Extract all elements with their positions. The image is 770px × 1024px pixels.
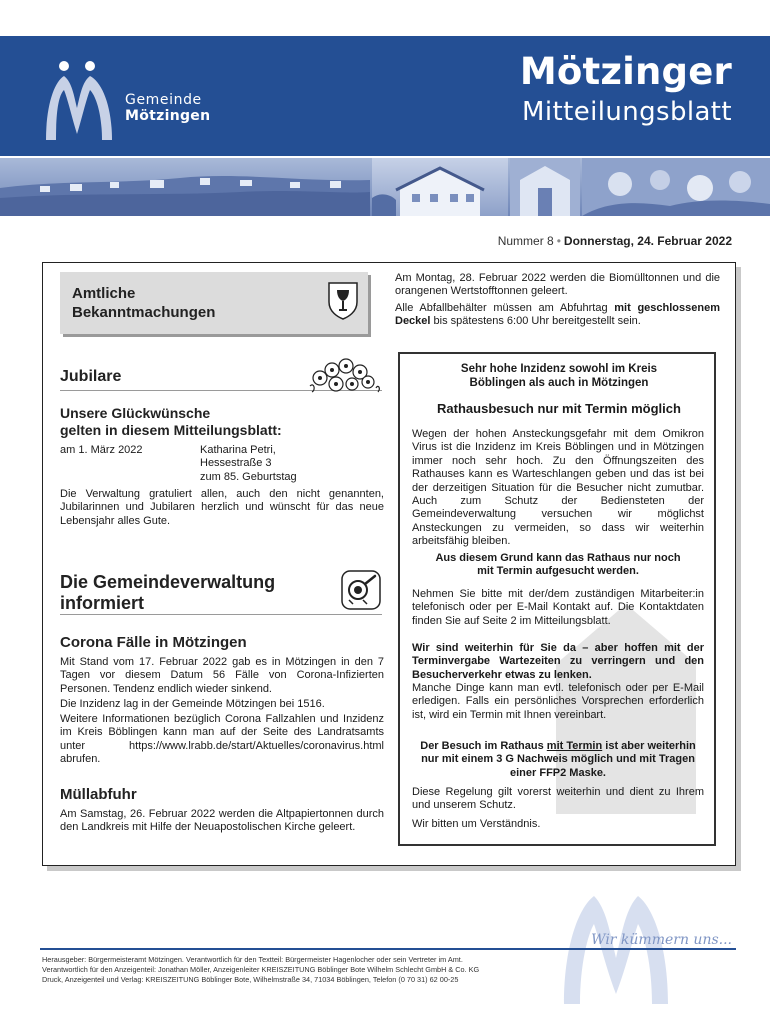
amtliche-bekanntmachungen-box (60, 272, 368, 334)
gemeinde-logo-icon (40, 56, 118, 142)
masthead-title (520, 50, 732, 130)
abfall-text-bold: mit geschlossenem Deckel (395, 302, 720, 328)
imprint (42, 955, 732, 985)
title-moetzinger: Mötzinger (519, 50, 732, 93)
title-mitteilungsblatt: Mitteilungsblatt (522, 97, 732, 127)
masthead (0, 36, 770, 156)
abfall-text-end: bis spätestens 6:00 Uhr bereitgestellt sein. (430, 315, 641, 328)
jubilare-text: Die Verwaltung gratuliert allen, auch den nicht genannten, Jubilarinnen und Jubilaren herzlich und wünscht für das neue Lebensjahr alles Gute. (60, 488, 384, 527)
notice-paragraph-1: Wegen der hohen Ansteckungsgefahr mit dem Omikron Virus ist die Inzidenz im Kreis Böblingen und in Mötzingen immer noch sehr hoch. Zu den Öffnungszeiten des Rathauses kann es Warteschlangen geben und das ist bei der derzeitigen Situation für die Besucher nicht zumutbar. Auch zum Schutz der Bediensteten der Gemeindeverwaltung versuchen wir möglichst Ansteckungen zu vermeiden, so dass wir weiterhin arbeitsfähig bleiben. (412, 428, 704, 548)
muellabfuhr-heading: Müllabfuhr (60, 786, 137, 803)
abfall-text-start: Alle Abfallbehälter müssen am Abfuhrtag (395, 302, 615, 314)
issue-separator: • (556, 234, 561, 248)
footer-rule (40, 948, 736, 950)
imprint-line3: Druck, Anzeigenteil und Verlag: KREISZEITUNG Böblinger Bote, Wilhelmstraße 34, 71034 Böblingen, Telefon (0 70 31) 62 00-25 (42, 975, 459, 984)
corona-paragraph-1: Mit Stand vom 17. Februar 2022 gab es in Mötzingen in den 7 Tagen vor diesem Datum 56 Fälle von Corona-Infizierten Personen. Tendenz endlich wieder sinkend. (60, 656, 384, 695)
notice-paragraph-4: Diese Regelung gilt vorerst weiterhin und dient zu Ihrem und unserem Schutz. (412, 786, 704, 812)
jubilar-street: Hessestraße 3 (200, 457, 272, 470)
wish-line2: gelten in diesem Mitteilungsblatt: (60, 422, 282, 438)
jubilar-date: am 1. März 2022 (60, 444, 143, 456)
muellabfuhr-paragraph: Am Samstag, 26. Februar 2022 werden die Altpapiertonnen durch den Landkreis mit Hilfe der Neuapostolischen Kirche geleert. (60, 808, 384, 834)
corona-paragraph-2: Die Inzidenz lag in der Gemeinde Mötzingen bei 1516. (60, 698, 325, 710)
amtliche-line2: Bekanntmachungen (72, 304, 216, 321)
notice-paragraph-3: Manche Dinge kann man evtl. telefonisch oder per E-Mail erledigen. Falls ein persönliches Vorsprechen erforderlich ist, wird ein Termin mit Ihnen vereinbart. (412, 682, 704, 721)
abfallbehaelter-paragraph (395, 302, 720, 329)
wish-line1: Unsere Glückwünsche (60, 405, 211, 421)
notice-paragraph-5: Wir bitten um Verständnis. (412, 818, 541, 830)
gemeindeverwaltung-rule (60, 614, 382, 615)
imprint-line2: Verantwortlich für den Anzeigenteil: Jonathan Möller, Anzeigenleiter KREISZEITUNG Böblinger Bote Wilhelm Schlecht GmbH & Co. KG (42, 965, 480, 974)
issue-line (498, 234, 732, 248)
notice-bold-1-line1: Aus diesem Grund kann das Rathaus nur noch (435, 552, 681, 564)
issue-number: Nummer 8 (497, 234, 554, 248)
notice-bold-3 (412, 740, 704, 780)
notice-subheadline: Rathausbesuch nur mit Termin möglich (437, 401, 681, 416)
footer-slogan: Wir kümmern uns... (591, 932, 732, 948)
gemeindeverwaltung-heading (60, 572, 275, 614)
notice-bold-1 (412, 552, 704, 579)
notice-headline-line1: Sehr hohe Inzidenz sowohl im Kreis (460, 363, 658, 375)
imprint-line1: Herausgeber: Bürgermeisteramt Mötzingen. Verantwortlich für den Textteil: Bürgermeister Hagenlocher oder sein Vertreter im Amt. (42, 955, 463, 964)
notice-bold-2: Wir sind weiterhin für Sie da – aber hoffen mit der Terminvergabe Wartezeiten zu verringern und den Besucherverkehr etwas zu lenken. (412, 642, 704, 681)
notice-headline-line2: Böblingen als auch in Mötzingen (469, 377, 649, 389)
jubilare-heading: Jubilare (60, 368, 122, 385)
coat-of-arms-icon (328, 282, 358, 320)
glueckwuensche-heading (60, 405, 282, 439)
notice-bold-1-line2: mit Termin aufgesucht werden. (477, 565, 639, 578)
gv-line2: informiert (60, 593, 145, 613)
notice-bold-3-underlined: mit Termin (546, 740, 603, 752)
rathaus-notice-box (398, 352, 716, 846)
notice-bold-3-b: ist aber weiterhin nur mit einem 3 G Nachweis möglich und mit Tragen einer FFP2 Maske. (421, 740, 696, 779)
village-photo-strip (0, 158, 770, 216)
jubilar-entry (200, 444, 297, 484)
notice-bold-3-a: Der Besuch im Rathaus (420, 740, 547, 752)
notice-paragraph-2: Nehmen Sie bitte mit der/dem zuständigen Mitarbeiter:in telefonisch oder per E-Mail Kontakt auf. Die Kontaktdaten finden Sie auf Seite 2 im Mitteilungsblatt. (412, 588, 704, 627)
amtliche-line1: Amtliche (72, 285, 136, 302)
biomuell-paragraph: Am Montag, 28. Februar 2022 werden die Biomülltonnen und die orangenen Wertstofftonnen geleert. (395, 272, 720, 298)
town-crier-bell-icon (341, 570, 381, 610)
corona-heading: Corona Fälle in Mötzingen (60, 634, 247, 651)
notice-headline (400, 362, 718, 390)
jubilar-birthday: zum 85. Geburtstag (200, 470, 297, 483)
logo-wordmark (125, 92, 210, 124)
logo-line-moetzingen: Mötzingen (125, 108, 211, 124)
jubilar-name: Katharina Petri, (200, 444, 276, 456)
corona-paragraph-3: Weitere Informationen bezüglich Corona Fallzahlen und Inzidenz im Kreis Böblingen kann man auf der Seite des Landratsamts unter https://www.lrabb.de/start/Aktuelles/coronavirus.html abrufen. (60, 713, 384, 766)
gv-line1: Die Gemeindeverwaltung (60, 572, 276, 592)
issue-date: Donnerstag, 24. Februar 2022 (563, 234, 732, 248)
amtliche-title (72, 284, 215, 322)
flower-bouquet-icon (306, 356, 382, 396)
logo-line-gemeinde: Gemeinde (125, 92, 202, 108)
